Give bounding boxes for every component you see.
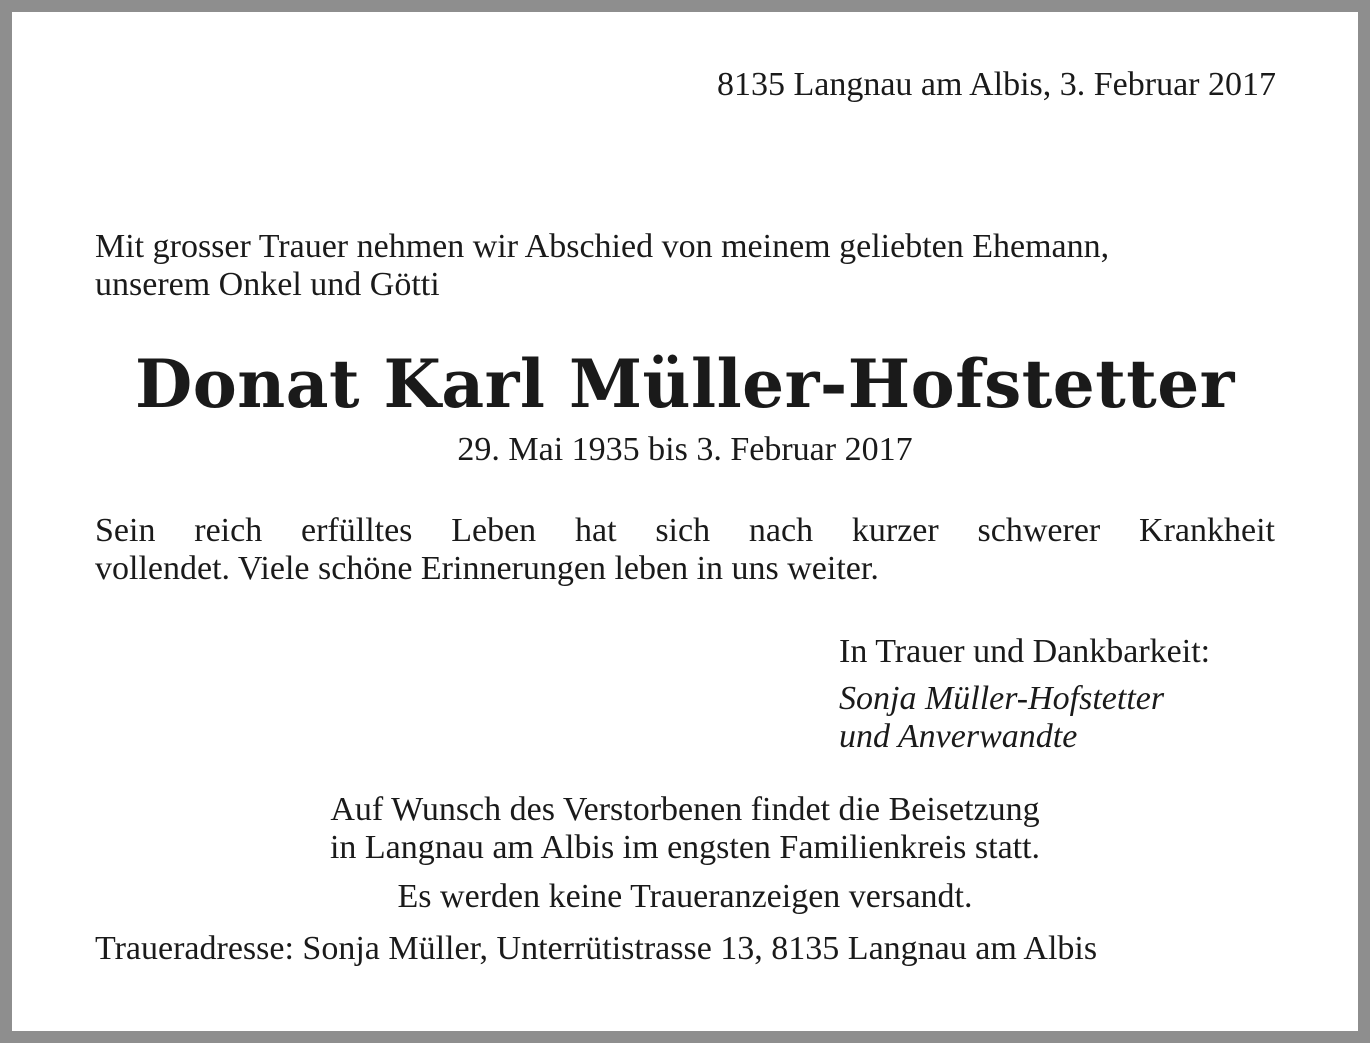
body-line-2: vollendet. Viele schöne Erinnerungen leben in uns weiter. — [95, 550, 879, 587]
thanks-label: In Trauer und Dankbarkeit: — [839, 633, 1211, 670]
signer — [839, 680, 1164, 756]
intro-line-1: Mit grosser Trauer nehmen wir Abschied von meinem geliebten Ehemann, — [95, 228, 1110, 265]
burial-line-1: Auf Wunsch des Verstorbenen findet die Beisetzung — [330, 791, 1040, 828]
intro-line-2: unserem Onkel und Götti — [95, 266, 440, 303]
deceased-name: Donat Karl Müller-Hofstetter — [135, 345, 1235, 423]
place-date: 8135 Langnau am Albis, 3. Februar 2017 — [716, 66, 1276, 103]
burial-line-2: in Langnau am Albis im engsten Familienkreis statt. — [329, 829, 1041, 866]
mourning-address: Traueradresse: Sonja Müller, Unterrütistrasse 13, 8135 Langnau am Albis — [95, 930, 1098, 967]
no-cards-note: Es werden keine Traueranzeigen versandt. — [397, 878, 973, 915]
body-line-1: Sein reich erfülltes Leben hat sich nach kurzer schwerer Krankheit — [95, 512, 1275, 549]
intro-text — [95, 228, 1109, 304]
obituary-notice — [12, 12, 1358, 1031]
burial-info — [12, 791, 1358, 867]
signer-line-2: und Anverwandte — [839, 718, 1078, 755]
life-dates: 29. Mai 1935 bis 3. Februar 2017 — [457, 431, 913, 468]
body-text — [95, 512, 1275, 588]
signer-line-1: Sonja Müller-Hofstetter — [839, 680, 1165, 717]
